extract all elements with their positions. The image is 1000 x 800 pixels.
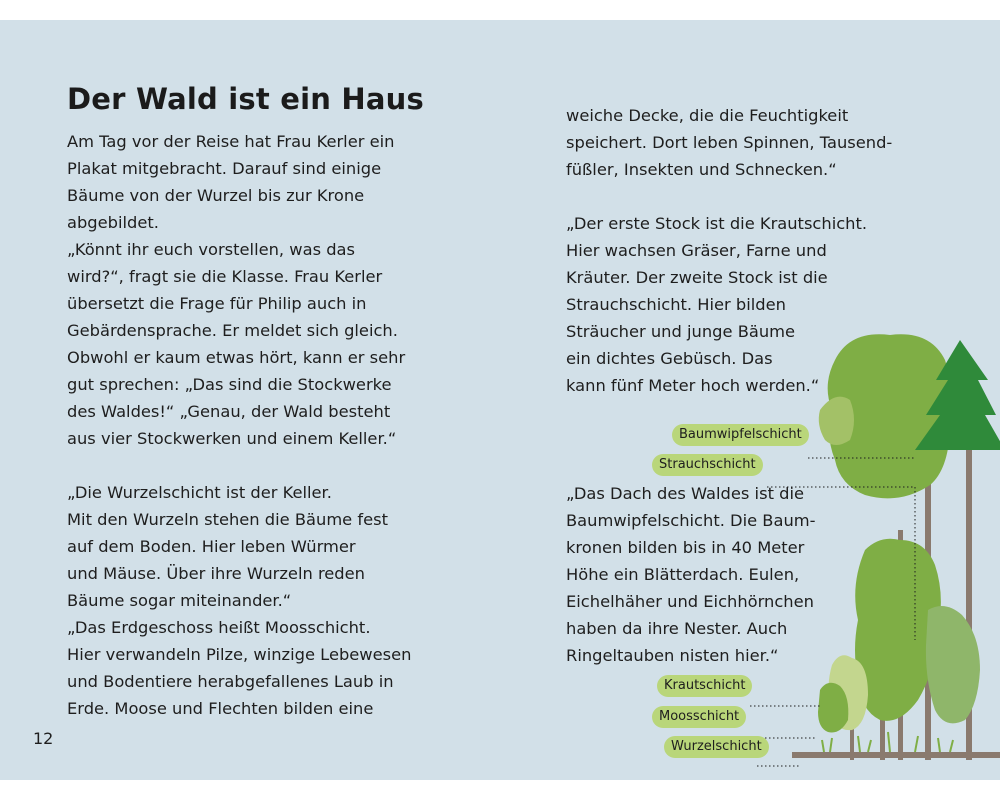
text-line: Am Tag vor der Reise hat Frau Kerler ein <box>67 132 395 151</box>
text-line: „Könnt ihr euch vorstellen, was das <box>67 240 356 259</box>
forest-layers-illustration <box>740 300 1000 780</box>
text-line: Strauchschicht. Hier bilden <box>566 295 786 314</box>
text-line: „Das Dach des Waldes ist die <box>566 484 805 503</box>
text-line: „Die Wurzelschicht ist der Keller. <box>67 483 332 502</box>
text-line: auf dem Boden. Hier leben Würmer <box>67 537 356 556</box>
text-line: Gebärdensprache. Er meldet sich gleich. <box>67 321 398 340</box>
text-line: „Das Erdgeschoss heißt Moosschicht. <box>67 618 371 637</box>
text-line: Mit den Wurzeln stehen die Bäume fest <box>67 510 388 529</box>
page-number: 12 <box>33 729 54 748</box>
text-line: Erde. Moose und Flechten bilden eine <box>67 699 374 718</box>
label-wurzelschicht: Wurzelschicht <box>664 736 769 758</box>
text-line: kronen bilden bis in 40 Meter <box>566 538 805 557</box>
paragraph-gap <box>67 452 411 479</box>
text-line: Sträucher und junge Bäume <box>566 322 796 341</box>
text-line: kann fünf Meter hoch werden.“ <box>566 376 820 395</box>
text-line: füßler, Insekten und Schnecken.“ <box>566 160 837 179</box>
paragraph-gap <box>566 183 892 210</box>
text-line: Kräuter. Der zweite Stock ist die <box>566 268 828 287</box>
text-line: Bäume von der Wurzel bis zur Krone <box>67 186 365 205</box>
text-line: Hier verwandeln Pilze, winzige Lebewesen <box>67 645 412 664</box>
text-line: „Der erste Stock ist die Krautschicht. <box>566 214 868 233</box>
text-line: weiche Decke, die die Feuchtigkeit <box>566 106 849 125</box>
text-line: Plakat mitgebracht. Darauf sind einige <box>67 159 382 178</box>
text-line: Bäume sogar miteinander.“ <box>67 591 292 610</box>
text-line: übersetzt die Frage für Philip auch in <box>67 294 367 313</box>
text-line: haben da ihre Nester. Auch <box>566 619 788 638</box>
text-line: Baumwipfelschicht. Die Baum- <box>566 511 816 530</box>
label-moosschicht: Moosschicht <box>652 706 746 728</box>
text-line: Obwohl er kaum etwas hört, kann er sehr <box>67 348 406 367</box>
text-line: Eichelhäher und Eichhörnchen <box>566 592 814 611</box>
text-line: wird?“, fragt sie die Klasse. Frau Kerler <box>67 267 383 286</box>
label-strauchschicht: Strauchschicht <box>652 454 763 476</box>
label-krautschicht: Krautschicht <box>657 675 752 697</box>
book-page <box>0 20 1000 780</box>
grass-blades <box>822 732 953 752</box>
text-line: und Bodentiere herabgefallenes Laub in <box>67 672 394 691</box>
text-line: gut sprechen: „Das sind die Stockwerke <box>67 375 392 394</box>
page-title: Der Wald ist ein Haus <box>67 82 424 116</box>
text-line: ein dichtes Gebüsch. Das <box>566 349 773 368</box>
text-line: abgebildet. <box>67 213 159 232</box>
label-baumwipfelschicht: Baumwipfelschicht <box>672 424 809 446</box>
text-line: speichert. Dort leben Spinnen, Tausend- <box>566 133 893 152</box>
canopy-crown <box>819 397 854 445</box>
text-line: aus vier Stockwerken und einem Keller.“ <box>67 429 397 448</box>
text-line: Höhe ein Blätterdach. Eulen, <box>566 565 800 584</box>
left-text-column <box>67 128 411 722</box>
text-line: des Waldes!“ „Genau, der Wald besteht <box>67 402 391 421</box>
text-line: und Mäuse. Über ihre Wurzeln reden <box>67 564 365 583</box>
text-line: Ringeltauben nisten hier.“ <box>566 646 779 665</box>
text-line: Hier wachsen Gräser, Farne und <box>566 241 827 260</box>
